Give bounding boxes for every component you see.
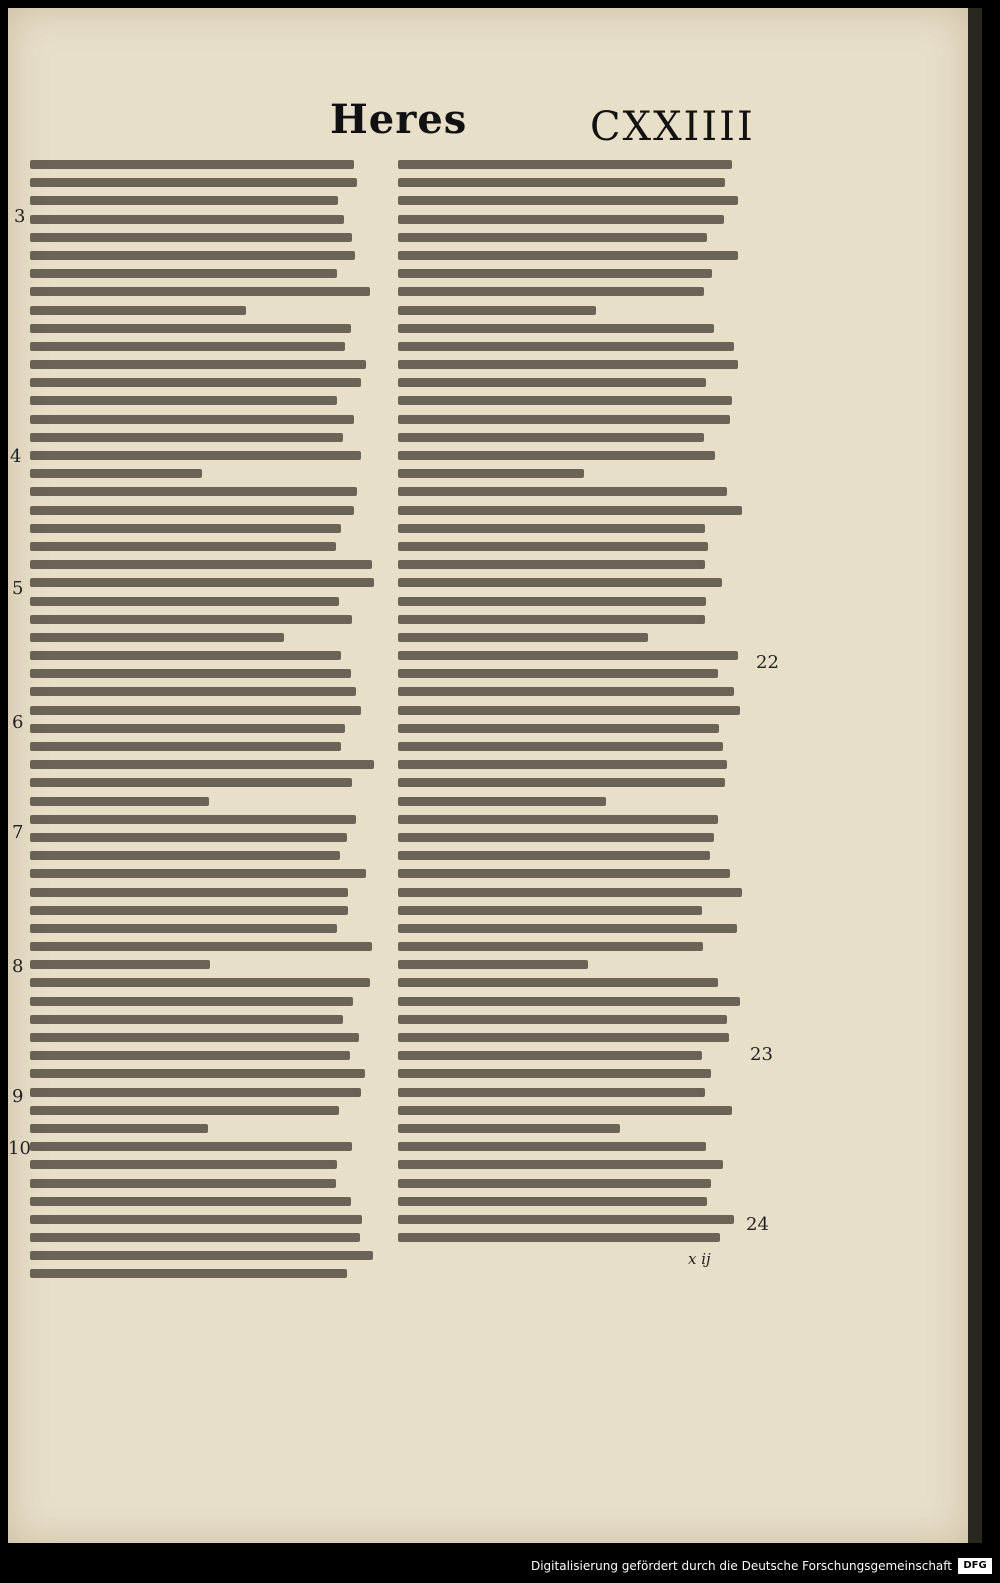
text-line [398,360,738,369]
text-line [30,415,354,424]
page-edge [968,8,982,1543]
text-line [30,1142,352,1151]
text-line [398,1160,723,1169]
text-line [30,542,336,551]
text-line [398,742,723,751]
text-line [30,1124,208,1133]
text-line [398,869,730,878]
text-line [30,1197,351,1206]
signature-mark: x ij [688,1250,711,1268]
text-line [398,997,740,1006]
text-line [30,287,370,296]
text-line [398,269,712,278]
text-line [30,396,337,405]
text-line [30,906,348,915]
text-line [30,833,347,842]
text-line [30,1179,336,1188]
folio-number: CXXIIII [590,104,755,150]
text-line [30,815,356,824]
text-line [30,760,374,769]
text-line [30,160,354,169]
text-line [30,687,356,696]
funding-notice: Digitalisierung gefördert durch die Deutsche Forschungsgemeinschaft [530,1559,952,1573]
text-line [398,1051,702,1060]
text-line [30,706,361,715]
text-line [398,378,706,387]
text-line [30,1088,361,1097]
text-line [30,524,341,533]
text-line [398,1233,720,1242]
text-line [398,160,732,169]
text-line [398,760,727,769]
margin-number: 23 [750,1044,773,1065]
text-line [398,706,740,715]
text-line [398,942,703,951]
text-line [30,469,202,478]
text-line [30,851,340,860]
text-line [398,978,718,987]
text-line [398,1106,732,1115]
text-line [30,578,374,587]
text-line [30,742,341,751]
text-line [398,560,705,569]
text-line [398,615,705,624]
margin-number: 3 [14,206,26,227]
text-line [30,560,372,569]
text-line [30,251,355,260]
text-line [30,1051,350,1060]
margin-number: 8 [12,956,24,977]
text-line [30,942,372,951]
text-line [30,1069,365,1078]
text-line [30,1015,343,1024]
text-line [30,978,370,987]
text-line [398,251,738,260]
text-line [398,1124,620,1133]
text-line [398,651,738,660]
text-line [398,1215,734,1224]
text-line [398,196,738,205]
text-line [30,1269,347,1278]
text-line [398,633,648,642]
text-line [398,1033,729,1042]
margin-number: 7 [12,822,24,843]
text-line [398,415,730,424]
text-line [398,215,724,224]
text-line [398,851,710,860]
margin-number: 4 [10,446,22,467]
text-line [398,396,732,405]
text-line [398,1088,705,1097]
text-line [30,633,284,642]
text-line [398,506,742,515]
text-line [30,1033,359,1042]
text-line [30,360,366,369]
text-line [398,924,737,933]
text-line [30,778,352,787]
margin-number: 6 [12,712,24,733]
text-line [398,451,715,460]
margin-number: 22 [756,652,779,673]
text-line [30,1251,373,1260]
text-line [398,960,588,969]
text-line [398,233,707,242]
text-line [398,1069,711,1078]
text-line [30,506,354,515]
text-line [398,324,714,333]
margin-number: 10 [8,1138,31,1159]
text-line [398,597,706,606]
text-line [30,433,343,442]
text-line [398,306,596,315]
text-line [30,1160,337,1169]
text-line [398,178,725,187]
text-line [398,433,704,442]
text-line [30,869,366,878]
text-line [30,487,357,496]
dfg-logo: DFG [958,1558,992,1574]
text-line [30,269,337,278]
text-line [398,888,742,897]
text-line [30,215,344,224]
text-line [30,615,352,624]
text-line [398,1179,711,1188]
text-line [30,724,345,733]
margin-number: 5 [12,578,24,599]
text-line [30,1215,362,1224]
text-line [398,487,727,496]
text-line [30,888,348,897]
text-line [30,924,337,933]
text-line [398,724,719,733]
text-line [30,306,246,315]
text-line [398,578,722,587]
text-line [30,451,361,460]
text-line [30,960,210,969]
text-line [398,687,734,696]
text-line [398,287,704,296]
text-line [30,1233,360,1242]
text-line [398,1197,707,1206]
text-line [30,1106,339,1115]
margin-number: 24 [746,1214,769,1235]
text-column-left [30,160,375,1288]
text-line [398,1015,727,1024]
text-line [30,669,351,678]
text-line [30,233,352,242]
text-line [398,778,725,787]
text-line [30,324,351,333]
text-column-right [398,160,743,1251]
text-line [30,797,209,806]
footer-bar [0,1553,1000,1583]
text-line [398,797,606,806]
text-line [30,651,341,660]
text-line [398,342,734,351]
text-line [30,997,353,1006]
text-line [398,469,584,478]
text-line [398,1142,706,1151]
text-line [398,669,718,678]
text-line [398,906,702,915]
text-line [30,178,357,187]
text-line [30,378,361,387]
text-line [30,597,339,606]
text-line [398,542,708,551]
text-line [398,833,714,842]
margin-number: 9 [12,1086,24,1107]
text-line [30,342,345,351]
text-line [398,524,705,533]
text-line [30,196,338,205]
running-head: Heres [330,96,468,143]
text-line [398,815,718,824]
